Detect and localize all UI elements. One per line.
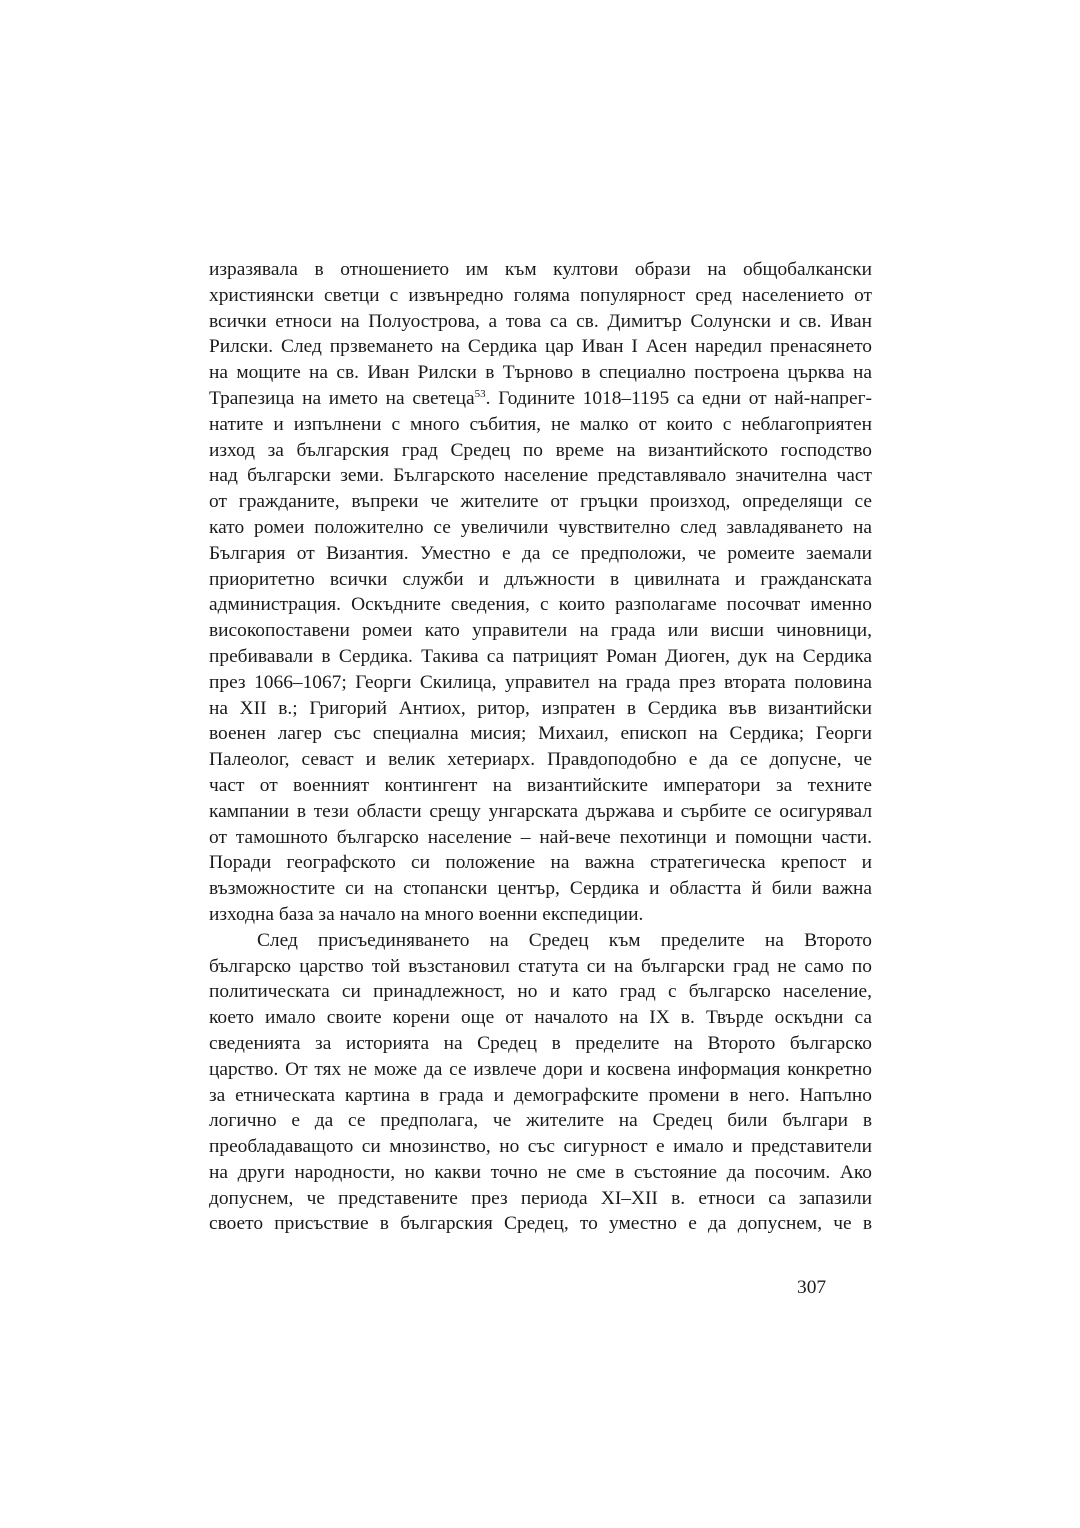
text-line: кампании в тези области срещу унгарската държава и сърбите се осигурявал <box>209 800 872 822</box>
text-line: пребивавали в Сердика. Такива са патрицият Роман Диоген, дук на Сердика <box>209 645 872 667</box>
text-line: от гражданите, въпреки че жителите от гръцки произход, определящи се <box>209 491 872 513</box>
text-line: на мощите на св. Иван Рилски в Търново в специално построена църква на <box>209 362 872 384</box>
text-line: изход за българския град Средец по време на византийското господство <box>209 439 872 461</box>
text-line: част от военният контингент на византийските императори за техните <box>209 774 872 796</box>
text-line: царство. От тях не може да се извлече дори и косвена информация конкретно <box>209 1058 872 1080</box>
text-line: След присъединяването на Средец към пределите на Второто <box>257 929 872 951</box>
text-line: военен лагер със специална мисия; Михаил, епископ на Сердика; Георги <box>209 723 872 745</box>
text-line: допуснем, че представените през периода XI–XII в. етноси са запазили <box>209 1187 872 1209</box>
text-line: което имало своите корени още от началото на IX в. Твърде оскъдни са <box>209 1007 872 1029</box>
paragraph <box>209 928 872 1238</box>
text-line: като ромеи положително се увеличили чувствително след завладяването на <box>209 516 872 538</box>
text-line: християнски светци с извънредно голяма популярност сред населението от <box>209 284 872 306</box>
text-line: изразявала в отношението им към култови образи на общобалкански <box>209 259 872 280</box>
text-line: Рилски. След прзвемането на Сердика цар Иван I Асен наредил пренасянето <box>209 336 872 358</box>
text-line: българско царство той възстановил статута си на български град не само по <box>209 955 872 977</box>
text-line: администрация. Оскъдните сведения, с които разполагаме посочват именно <box>209 594 872 616</box>
text-line: своето присъствие в българския Средец, то уместно е да допуснем, че в <box>209 1213 872 1235</box>
text-line: всички етноси на Полуострова, а това са св. Димитър Солунски и св. Иван <box>209 310 872 332</box>
page-number: 307 <box>797 1277 827 1298</box>
body-text <box>209 257 872 1237</box>
paragraph <box>209 257 872 928</box>
footnote-marker: 53 <box>474 387 486 400</box>
text-line: над български земи. Българското население представлявало значителна част <box>209 465 872 487</box>
text-line: високопоставени ромеи като управители на града или висши чиновници, <box>209 620 872 642</box>
text-line: на XII в.; Григорий Антиох, ритор, изпратен в Сердика във византийски <box>209 697 872 719</box>
text-line: политическата си принадлежност, но и като град с българско население, <box>209 981 872 1003</box>
text-line: сведенията за историята на Средец в пределите на Второто българско <box>209 1032 872 1054</box>
text-line: от тамошното българско население – най-вече пехотинци и помощни части. <box>209 826 872 848</box>
text-line: Палеолог, севаст и велик хетериарх. Правдоподобно е да се допусне, че <box>209 749 872 771</box>
text-line: логично е да се предполага, че жителите на Средец били българи в <box>209 1110 872 1132</box>
text-line: възможностите си на стопански център, Сердика и областта й били важна <box>209 878 872 900</box>
text-line: приоритетно всички служби и длъжности в цивилната и гражданската <box>209 568 872 590</box>
text-line: България от Византия. Уместно е да се предположи, че ромеите заемали <box>209 542 872 564</box>
text-line: натите и изпълнени с много събития, не малко от които с неблагоприятен <box>209 413 872 435</box>
text-line: през 1066–1067; Георги Скилица, управител на града през втората половина <box>209 671 872 693</box>
text-line: за етническата картина в града и демографските промени в него. Напълно <box>209 1084 872 1106</box>
text-line: на други народности, но какви точно не сме в състояние да посочим. Ако <box>209 1161 872 1183</box>
text-line: изходна база за начало на много военни експедиции. <box>209 903 644 925</box>
text-line: Поради географското си положение на важна стратегическа крепост и <box>209 852 872 874</box>
text-line: Трапезица на името на светеца$^{53}$. Годините 1018–1195 са едни от най-напрег- <box>209 387 872 409</box>
text-line: преобладаващото си мнозинство, но със сигурност е имало и представители <box>209 1136 872 1158</box>
